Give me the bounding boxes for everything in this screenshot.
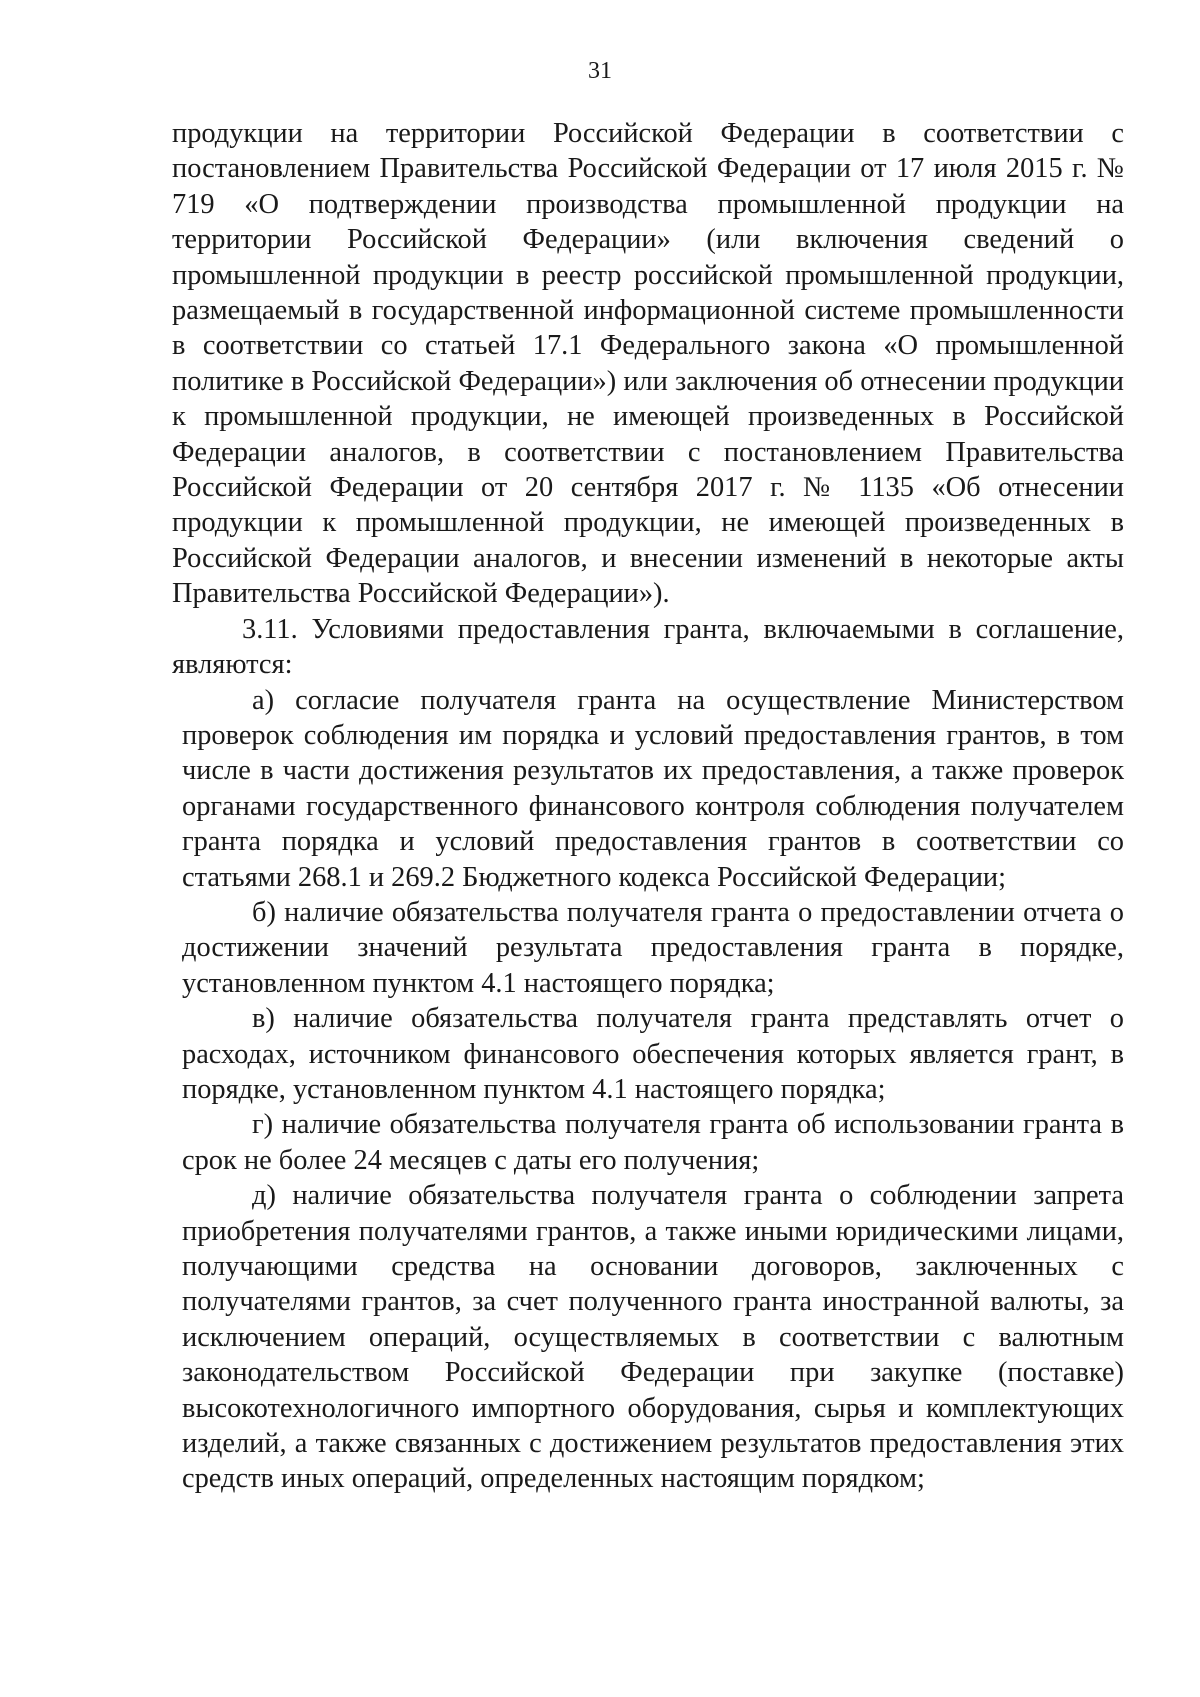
paragraph-continuation: продукции на территории Российской Федерации в соответствии с постановлением Правительства Российской Федерации от 17 июля 2015 г. № 719 «О подтверждении производства промышленной продукции на территории Российской Федерации» (или включения сведений о промышленной продукции в реестр российской промышленной продукции, размещаемый в государственной информационной системе промышленности в соответствии со статьей 17.1 Федерального закона «О промышленной политике в Российской Федерации») или заключения об отнесении продукции к промышленной продукции, не имеющей произведенных в Российской Федерации аналогов, в соответствии с постановлением Правительства Российской Федерации от 20 сентября 2017 г. № 1135 «Об отнесении продукции к промышленной продукции, не имеющей произведенных в Российской Федерации аналогов, и внесении изменений в некоторые акты Правительства Российской Федерации»). <box>172 118 1124 610</box>
list-item: а) согласие получателя гранта на осуществление Министерством проверок соблюдения им порядка и условий предоставления грантов, в том числе в части достижения результатов их предоставления, а также проверок органами государственного финансового контроля соблюдения получателем гранта порядка и условий предоставления грантов в соответствии со статьями 268.1 и 269.2 Бюджетного кодекса Российской Федерации; <box>182 684 1124 893</box>
list-item: д) наличие обязательства получателя гранта о соблюдении запрета приобретения получателями грантов, а также иными юридическими лицами, получающими средства на основании договоров, заключенных с получателями грантов, за счет полученного гранта иностранной валюты, за исключением операций, осуществляемых в соответствии с валютным законодательством Российской Федерации при закупке (поставке) высокотехнологичного импортного оборудования, сырья и комплектующих изделий, а также связанных с достижением результатов предоставления этих средств иных операций, определенных настоящим порядком; <box>182 1180 1124 1495</box>
list-item: в) наличие обязательства получателя гранта представлять отчет о расходах, источником финансового обеспечения которых является грант, в порядке, установленном пунктом 4.1 настоящего порядка; <box>182 1003 1124 1105</box>
page-number: 31 <box>588 58 612 84</box>
list-item: б) наличие обязательства получателя гранта о предоставлении отчета о достижении значений результата предоставления гранта в порядке, установленном пунктом 4.1 настоящего порядка; <box>182 896 1124 999</box>
paragraph-section-3-11: 3.11. Условиями предоставления гранта, включаемыми в соглашение, являются: <box>172 613 1124 681</box>
document-body <box>172 116 1124 1497</box>
conditions-list <box>182 683 1124 1497</box>
list-item: г) наличие обязательства получателя гранта об использовании гранта в срок не более 24 месяцев с даты его получения; <box>182 1109 1124 1176</box>
